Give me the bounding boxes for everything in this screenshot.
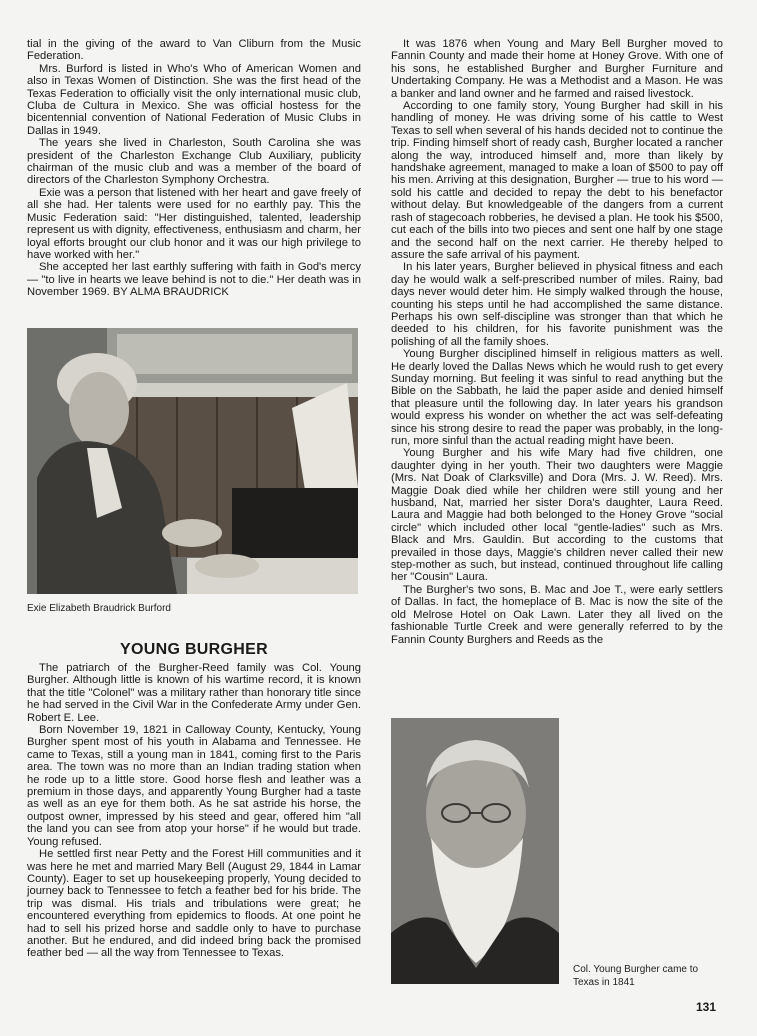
burford-photo-caption: Exie Elizabeth Braudrick Burford: [27, 603, 171, 614]
right-column: [391, 38, 723, 646]
paragraph: The years she lived in Charleston, South Carolina she was president of the Charleston Exchange Club Auxiliary, publicity chairman of the music club and was a member of the board of directors of the Charleston Symphony Orchestra.: [27, 137, 361, 187]
paragraph: Young Burgher and his wife Mary had five children, one daughter dying in her youth. Their two daughters were Maggie (Mrs. Nat Doak of Clarksville) and Dora (Mrs. J. W. Reed). Mrs. Maggie Doak died while her children were still young and her husband, Nat, married her sister Dora's daughter, Laura Reed. Laura and Maggie had both belonged to the Honey Grove "social circle" which included other local "gentle-ladies" such as Mrs. Black and Mrs. Gauldin. But according to the customs that prevailed in those days, Maggie's children never called their new step-mother as such, but instead, continued throughout life calling her "Cousin" Laura.: [391, 447, 723, 584]
paragraph: Born November 19, 1821 in Calloway County, Kentucky, Young Burgher spent most of his youth in Alabama and Tennessee. He came to Texas, still a young man in 1841, coming first to the Paris area. The town was no more than an Indian trading station when he rode up to a little store. Good horse flesh and leather was a premium in those days, and apparently Young Burgher had a taste as well as an eye for them both. As he sat astride his horse, the outpost owner, impressed by his steed and gear, offered him "all the land you can see from atop your horse" if he would but trade. Young refused.: [27, 724, 361, 848]
section-heading: YOUNG BURGHER: [120, 641, 268, 658]
burford-portrait-photo: [27, 328, 358, 594]
left-column-top: [27, 38, 361, 299]
paragraph: The Burgher's two sons, B. Mac and Joe T., were early settlers of Dallas. In fact, the homeplace of B. Mac is now the site of the old Melrose Hotel on Oak Lawn. Later they all lived on the fashionable Turtle Creek and were generally referred to by the Fannin County Burghers and Reeds as the: [391, 583, 723, 646]
burgher-portrait-photo: [391, 718, 559, 984]
paragraph: The patriarch of the Burgher-Reed family was Col. Young Burgher. Although little is known of his wartime record, it is known that the title "Colonel" was a military rather than honorary title since he had served in the Civil War in the Confederate Army under Gen. Robert E. Lee.: [27, 662, 361, 724]
paragraph: In his later years, Burgher believed in physical fitness and each day he would walk a self-prescribed number of miles. Rainy, bad days never would deter him. He simply walked through the house, counting his steps until he had accomplished the same distance. Perhaps his own self-discipline was stronger than that which he deeded to his children, for his favorite punishment was the polishing of all the family shoes.: [391, 261, 723, 348]
paragraph: Exie was a person that listened with her heart and gave freely of all she had. Her talents were used for no earthly pay. This the Music Federation said: "Her distinguished, talented, leadership represent us with dignity, effectiveness, enthusiasm and charm, her loyal efforts brought our club honor and it was our high privilege to have worked with her.": [27, 186, 361, 261]
paragraph: Mrs. Burford is listed in Who's Who of American Women and also in Texas Women of Distinction. She was the first head of the Texas Federation to officially visit the only international music club, Cluba de Cultura in Mexico. She was official hostess for the bicentennial convention of National Federation of Music Clubs in Dallas in 1949.: [27, 62, 361, 137]
paragraph: It was 1876 when Young and Mary Bell Burgher moved to Fannin County and made their home at Honey Grove. With one of his sons, he established Burgher and Burgher Furniture and Undertaking Company. He was a Methodist and a Mason. He was a banker and land owner and he farmed and raised livestock.: [391, 38, 723, 100]
paragraph: According to one family story, Young Burgher had skill in his handling of money. He was driving some of his cattle to West Texas to sell when several of his hands decided not to continue the trip. Finding himself short of ready cash, Burgher located a rancher along the way, introduced himself and, more than likely by handshake agreement, managed to make a loan of $500 to pay off his men. Arriving at this designation, Burgher — true to his word — sold his cattle and decided to repay the debt to his benefactor without delay. But knowledgeable of the dangers from a current rash of stagecoach robberies, he devised a plan. He took his $500, cut each of the bills into two pieces and sent one half by one stage and the second half on the next carrier. He thereby helped to assure the safe arrival of his payment.: [391, 100, 723, 261]
paragraph: Young Burgher disciplined himself in religious matters as well. He dearly loved the Dallas News which he would rush to get every Sunday morning. But feeling it was sinful to read anything but the Bible on the Sabbath, he laid the paper aside and denied himself that pleasure until the following day. In later years his grandson would express his wonder on whether the act was self-defeating since his strong desire to read the paper was probably, in the long-run, more sinful than the actual reading might have been.: [391, 348, 723, 447]
burgher-photo-caption: Col. Young Burgher came to Texas in 1841: [573, 964, 699, 988]
left-column-bottom: [27, 662, 361, 960]
paragraph: He settled first near Petty and the Forest Hill communities and it was here he met and married Mary Bell (August 29, 1844 in Lamar County). Eager to set up housekeeping properly, Young decided to journey back to Tennessee to fetch a feather bed for his bride. The trip was dismal. His trials and tribulations were great; he encountered everything from epidemics to floods. At one point he had to sell his prized horse and saddle only to have to purchase another. But he endured, and did indeed bring back the promised feather bed — all the way from Tennessee to Texas.: [27, 848, 361, 960]
paragraph: tial in the giving of the award to Van Cliburn from the Music Federation.: [27, 38, 361, 63]
paragraph: She accepted her last earthly suffering with faith in God's mercy — "to live in hearts we leave behind is not to die." Her death was in November 1969. BY ALMA BRAUDRICK: [27, 261, 361, 299]
burgher-photo-image: [391, 718, 559, 984]
page-number: 131: [696, 1000, 717, 1014]
burford-photo-image: [27, 328, 358, 594]
